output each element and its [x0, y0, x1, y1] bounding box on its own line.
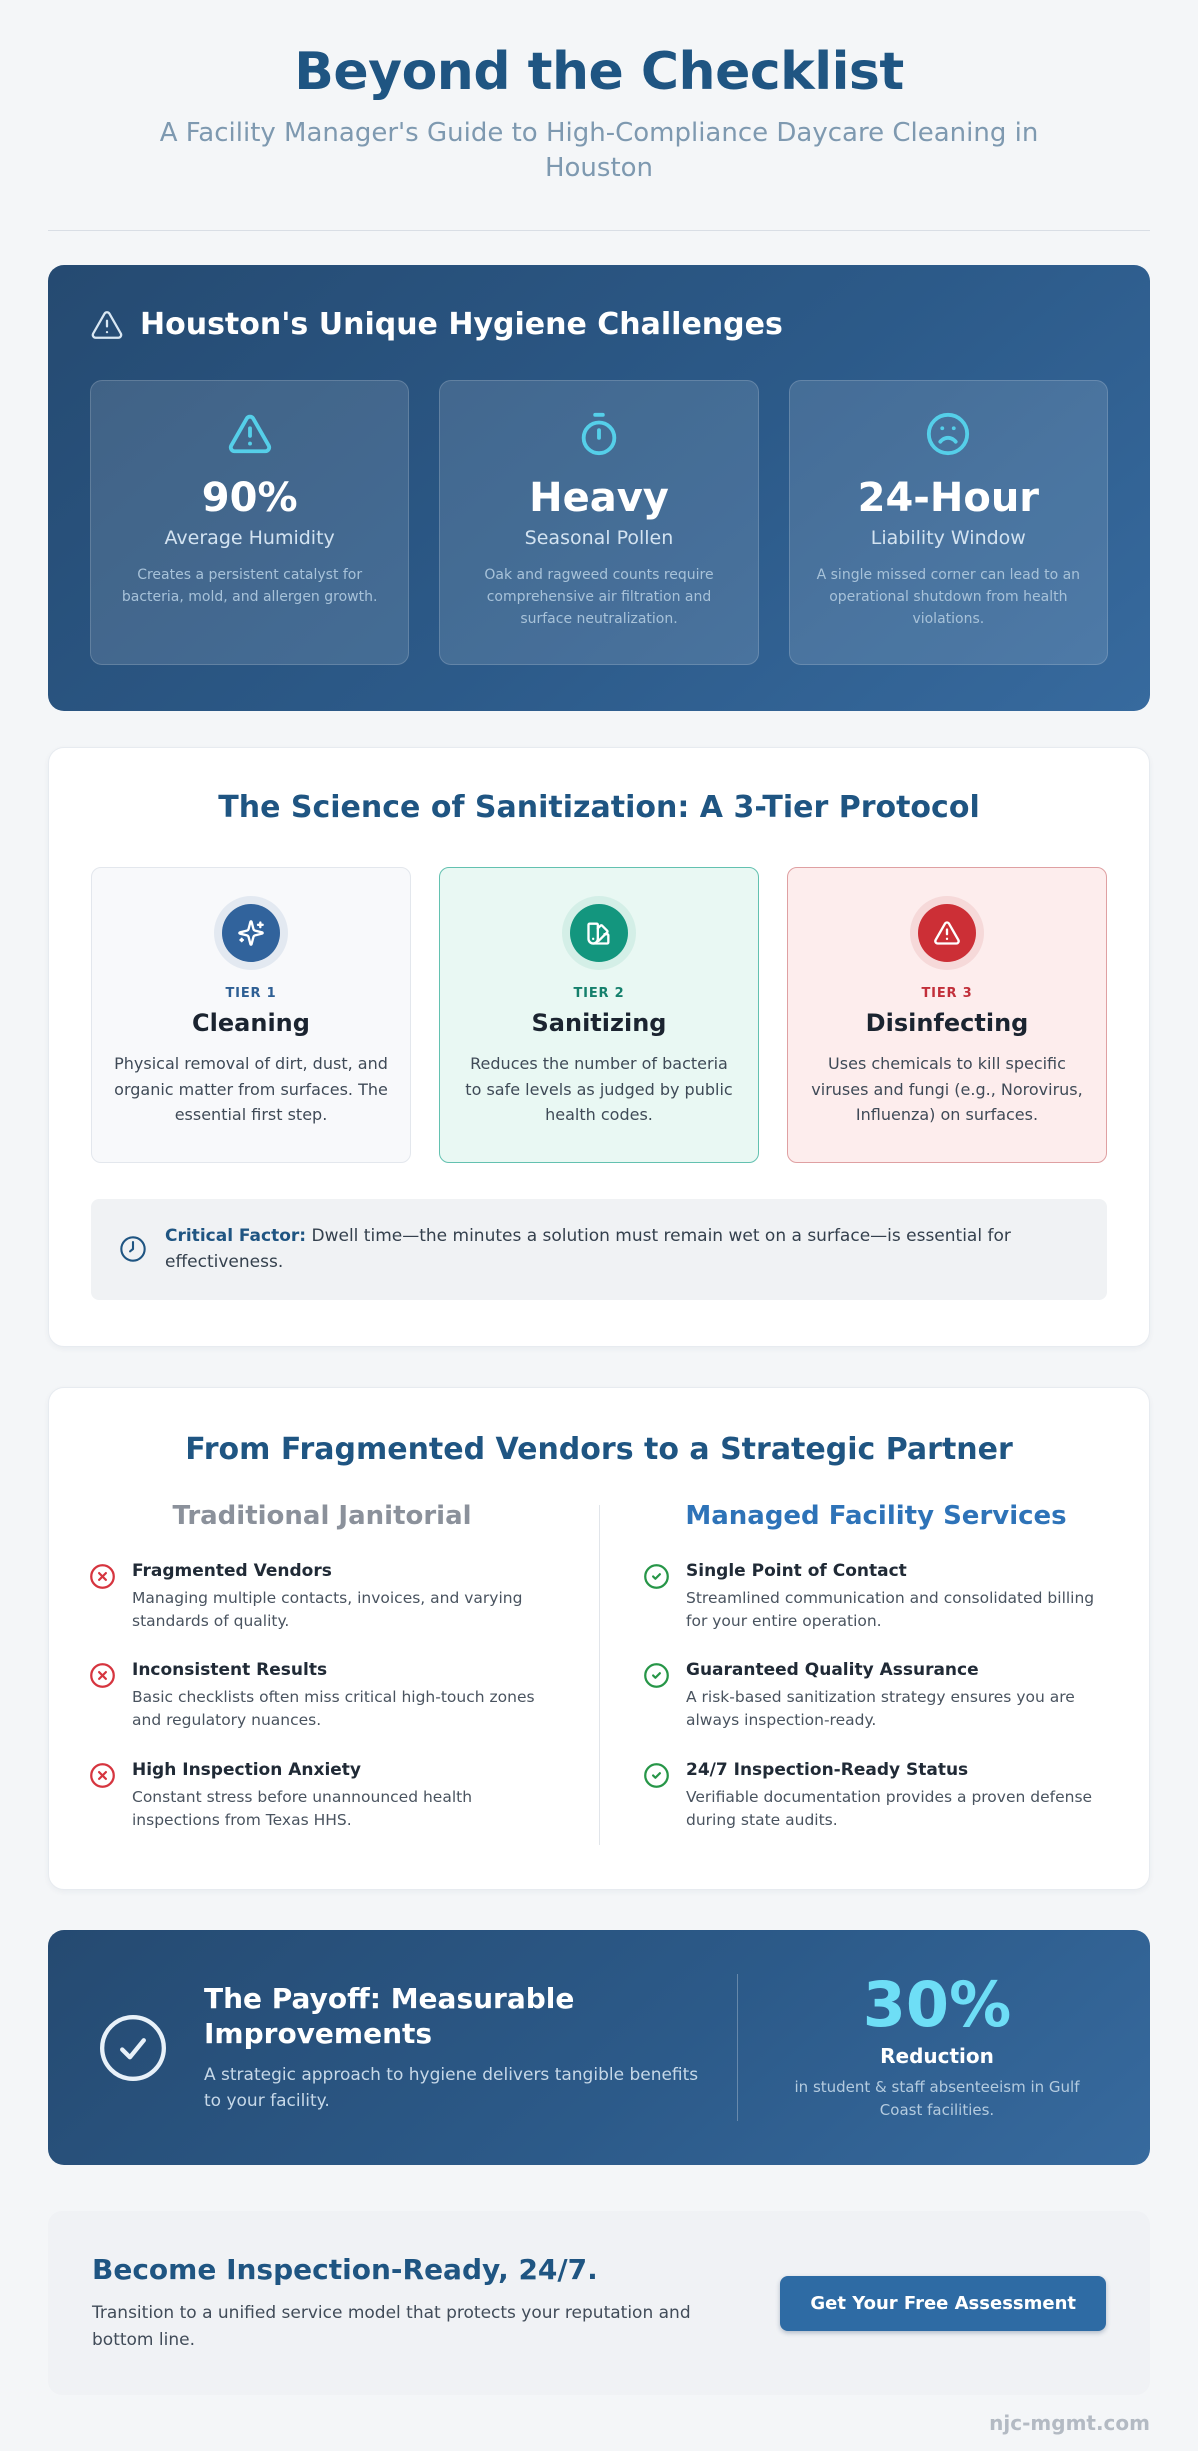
item-description: Streamlined communication and consolidated billing for your entire operation.: [686, 1588, 1095, 1630]
tier-description: Physical removal of dirt, dust, and organic matter from surfaces. The essential first step.: [114, 1054, 388, 1125]
traditional-column-header: Traditional Janitorial: [172, 1500, 472, 1531]
item-text: [132, 1660, 555, 1733]
circle-x-icon: [89, 1662, 116, 1733]
tier-card-disinfecting: [787, 867, 1107, 1163]
tier-name: Disinfecting: [865, 1009, 1029, 1038]
list-item: [643, 1760, 1109, 1833]
stat-label: Average Humidity: [164, 527, 335, 550]
item-description: Verifiable documentation provides a proven defense during state audits.: [686, 1787, 1093, 1829]
page-title: Beyond the Checklist: [294, 42, 904, 102]
cta-text: [92, 2253, 736, 2353]
triangle-alert-icon: [918, 904, 976, 962]
item-title: Fragmented Vendors: [132, 1560, 332, 1581]
stat-value: 24-Hour: [857, 475, 1040, 522]
traditional-column: [89, 1501, 599, 1860]
circle-check-icon: [643, 1563, 670, 1634]
frown-face-icon: [925, 411, 971, 457]
comparison-title: From Fragmented Vendors to a Strategic Partner: [185, 1431, 1013, 1467]
critical-factor-text: [165, 1223, 1079, 1276]
tier-card-sanitizing: [439, 867, 759, 1163]
item-description: Basic checklists often miss critical high-touch zones and regulatory nuances.: [132, 1688, 535, 1730]
cta-title: Become Inspection-Ready, 24/7.: [92, 2253, 598, 2287]
item-title: High Inspection Anxiety: [132, 1759, 362, 1780]
payoff-text: [204, 1981, 703, 2114]
challenges-card-grid: [90, 380, 1108, 665]
item-description: Managing multiple contacts, invoices, and varying standards of quality.: [132, 1588, 523, 1630]
comparison-section: [48, 1387, 1150, 1891]
stat-description: A single missed corner can lead to an operational shutdown from health violations.: [816, 567, 1081, 627]
list-item: [89, 1760, 555, 1833]
stat-description: Creates a persistent catalyst for bacteria, mold, and allergen growth.: [121, 567, 378, 605]
payoff-title: The Payoff: Measurable Improvements: [204, 1982, 575, 2051]
critical-factor-note: [91, 1199, 1107, 1300]
item-description: Constant stress before unannounced health inspections from Texas HHS.: [132, 1787, 473, 1829]
traditional-item-list: [89, 1561, 555, 1833]
stat-label: Seasonal Pollen: [524, 527, 674, 550]
tier-label: TIER 2: [573, 986, 625, 1002]
payoff-description: A strategic approach to hygiene delivers tangible benefits to your facility.: [204, 2065, 699, 2111]
circle-check-icon: [643, 1762, 670, 1833]
cta-section: [48, 2211, 1150, 2395]
stat-value: 90%: [201, 475, 298, 522]
managed-item-list: [643, 1561, 1109, 1833]
list-item: [89, 1660, 555, 1733]
stat-label: Liability Window: [870, 527, 1026, 550]
item-text: [686, 1760, 1109, 1833]
managed-column-header: Managed Facility Services: [685, 1500, 1067, 1531]
stat-label: Reduction: [880, 2044, 994, 2069]
timer-icon: [576, 411, 622, 457]
item-description: A risk-based sanitization strategy ensures you are always inspection-ready.: [686, 1688, 1075, 1730]
item-text: [132, 1760, 555, 1833]
item-title: Single Point of Contact: [686, 1560, 907, 1581]
comparison-columns: [89, 1501, 1109, 1860]
circle-check-icon: [96, 2011, 170, 2085]
tier-label: TIER 3: [921, 986, 973, 1002]
free-assessment-button[interactable]: Get Your Free Assessment: [780, 2276, 1106, 2331]
item-text: [686, 1660, 1109, 1733]
challenges-section: [48, 265, 1150, 711]
circle-check-icon: [643, 1662, 670, 1733]
critical-factor-label: Critical Factor:: [165, 1226, 307, 1247]
swatch-sanitizer-icon: [570, 904, 628, 962]
item-text: [686, 1561, 1109, 1634]
page-header: [48, 28, 1150, 186]
watermark: njc-mgmt.com: [989, 2410, 1150, 2435]
item-title: Guaranteed Quality Assurance: [686, 1660, 979, 1681]
header-divider: [48, 230, 1150, 231]
tier-name: Sanitizing: [531, 1009, 667, 1038]
stat-card-humidity: [90, 380, 409, 665]
payoff-section: [48, 1930, 1150, 2165]
stat-value: Heavy: [529, 475, 669, 522]
payoff-stat: [772, 1968, 1102, 2121]
circle-x-icon: [89, 1563, 116, 1634]
item-title: 24/7 Inspection-Ready Status: [686, 1759, 969, 1780]
protocol-section: [48, 747, 1150, 1346]
tier-name: Cleaning: [192, 1009, 310, 1038]
item-text: [132, 1561, 555, 1634]
tier-description: Reduces the number of bacteria to safe levels as judged by public health codes.: [465, 1054, 733, 1125]
tier-card-cleaning: [91, 867, 411, 1163]
cta-description: Transition to a unified service model that protects your reputation and bottom line.: [92, 2303, 691, 2350]
stat-value: 30%: [862, 1968, 1012, 2042]
tier-description: Uses chemicals to kill specific viruses and fungi (e.g., Norovirus, Influenza) on surfaces.: [811, 1054, 1083, 1125]
stat-description: in student & staff absenteeism in Gulf Coast facilities.: [794, 2078, 1080, 2119]
list-item: [89, 1561, 555, 1634]
item-title: Inconsistent Results: [132, 1660, 328, 1681]
challenges-header: [90, 307, 1108, 342]
challenges-title: Houston's Unique Hygiene Challenges: [140, 307, 783, 343]
sparkles-icon: [222, 904, 280, 962]
stat-card-liability: [789, 380, 1108, 665]
list-item: [643, 1561, 1109, 1634]
payoff-divider: [737, 1974, 738, 2121]
protocol-title: The Science of Sanitization: A 3-Tier Protocol: [218, 790, 980, 826]
triangle-alert-icon: [227, 411, 273, 457]
tier-card-grid: [91, 867, 1107, 1163]
stat-card-pollen: [439, 380, 758, 665]
critical-factor-body: Dwell time—the minutes a solution must remain wet on a surface—is essential for effectiveness.: [165, 1226, 1011, 1273]
tier-label: TIER 1: [225, 986, 277, 1002]
page-subtitle: A Facility Manager's Guide to High-Compliance Daycare Cleaning in Houston: [159, 118, 1039, 184]
circle-x-icon: [89, 1762, 116, 1833]
managed-column: [599, 1501, 1109, 1860]
clock-icon: [119, 1235, 147, 1263]
list-item: [643, 1660, 1109, 1733]
stat-description: Oak and ragweed counts require comprehensive air filtration and surface neutralization.: [484, 567, 714, 627]
triangle-alert-icon: [90, 308, 124, 342]
